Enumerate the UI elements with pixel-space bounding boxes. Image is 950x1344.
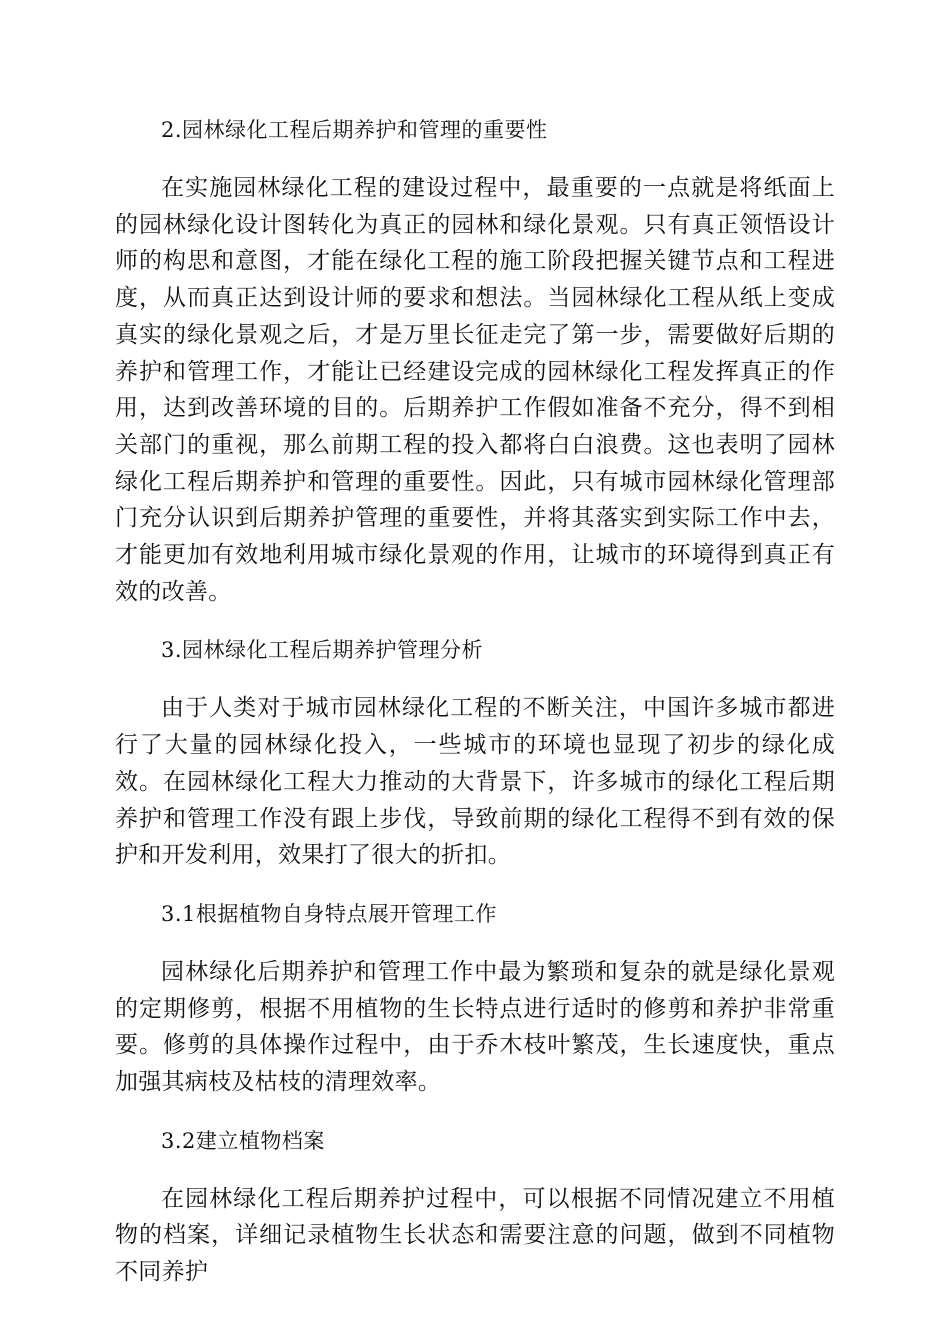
section-heading-3-2: 3.2建立植物档案 xyxy=(161,1128,325,1153)
section-heading-2: 2.园林绿化工程后期养护和管理的重要性 xyxy=(161,118,548,142)
section-heading-3-1: 3.1根据植物自身特点展开管理工作 xyxy=(161,901,497,926)
section-paragraph-3: 由于人类对于城市园林绿化工程的不断关注，中国许多城市都进行了大量的园林绿化投入，一些城市的环境也显现了初步的绿化成效。在园林绿化工程大力推动的大背景下，许多城市的绿化工程后期养护和管理工作没有跟上步伐，导致前期的绿化工程得不到有效的保护和开发利用，效果打了很大的折扣。 xyxy=(115,695,835,869)
document-page xyxy=(115,112,835,1291)
section-paragraph-3-2: 在园林绿化工程后期养护过程中，可以根据不同情况建立不用植物的档案，详细记录植物生长状态和需要注意的问题，做到不同植物不同养护 xyxy=(115,1185,835,1286)
section-paragraph-2: 在实施园林绿化工程的建设过程中，最重要的一点就是将纸面上的园林绿化设计图转化为真正的园林和绿化景观。只有真正领悟设计师的构思和意图，才能在绿化工程的施工阶段把握关键节点和工程进度，从而真正达到设计师的要求和想法。当园林绿化工程从纸上变成真实的绿化景观之后，才是万里长征走完了第一步，需要做好后期的养护和管理工作，才能让已经建设完成的园林绿化工程发挥真正的作用，达到改善环境的目的。后期养护工作假如准备不充分，得不到相关部门的重视，那么前期工程的投入都将白白浪费。这也表明了园林绿化工程后期养护和管理的重要性。因此，只有城市园林绿化管理部门充分认识到后期养护管理的重要性，并将其落实到实际工作中去，才能更加有效地利用城市绿化景观的作用，让城市的环境得到真正有效的改善。 xyxy=(115,175,835,605)
section-paragraph-3-1: 园林绿化后期养护和管理工作中最为繁琐和复杂的就是绿化景观的定期修剪，根据不用植物的生长特点进行适时的修剪和养护非常重要。修剪的具体操作过程中，由于乔木枝叶繁茂，生长速度快，重点加强其病枝及枯枝的清理效率。 xyxy=(115,958,835,1096)
section-heading-3: 3.园林绿化工程后期养护管理分析 xyxy=(161,638,484,663)
